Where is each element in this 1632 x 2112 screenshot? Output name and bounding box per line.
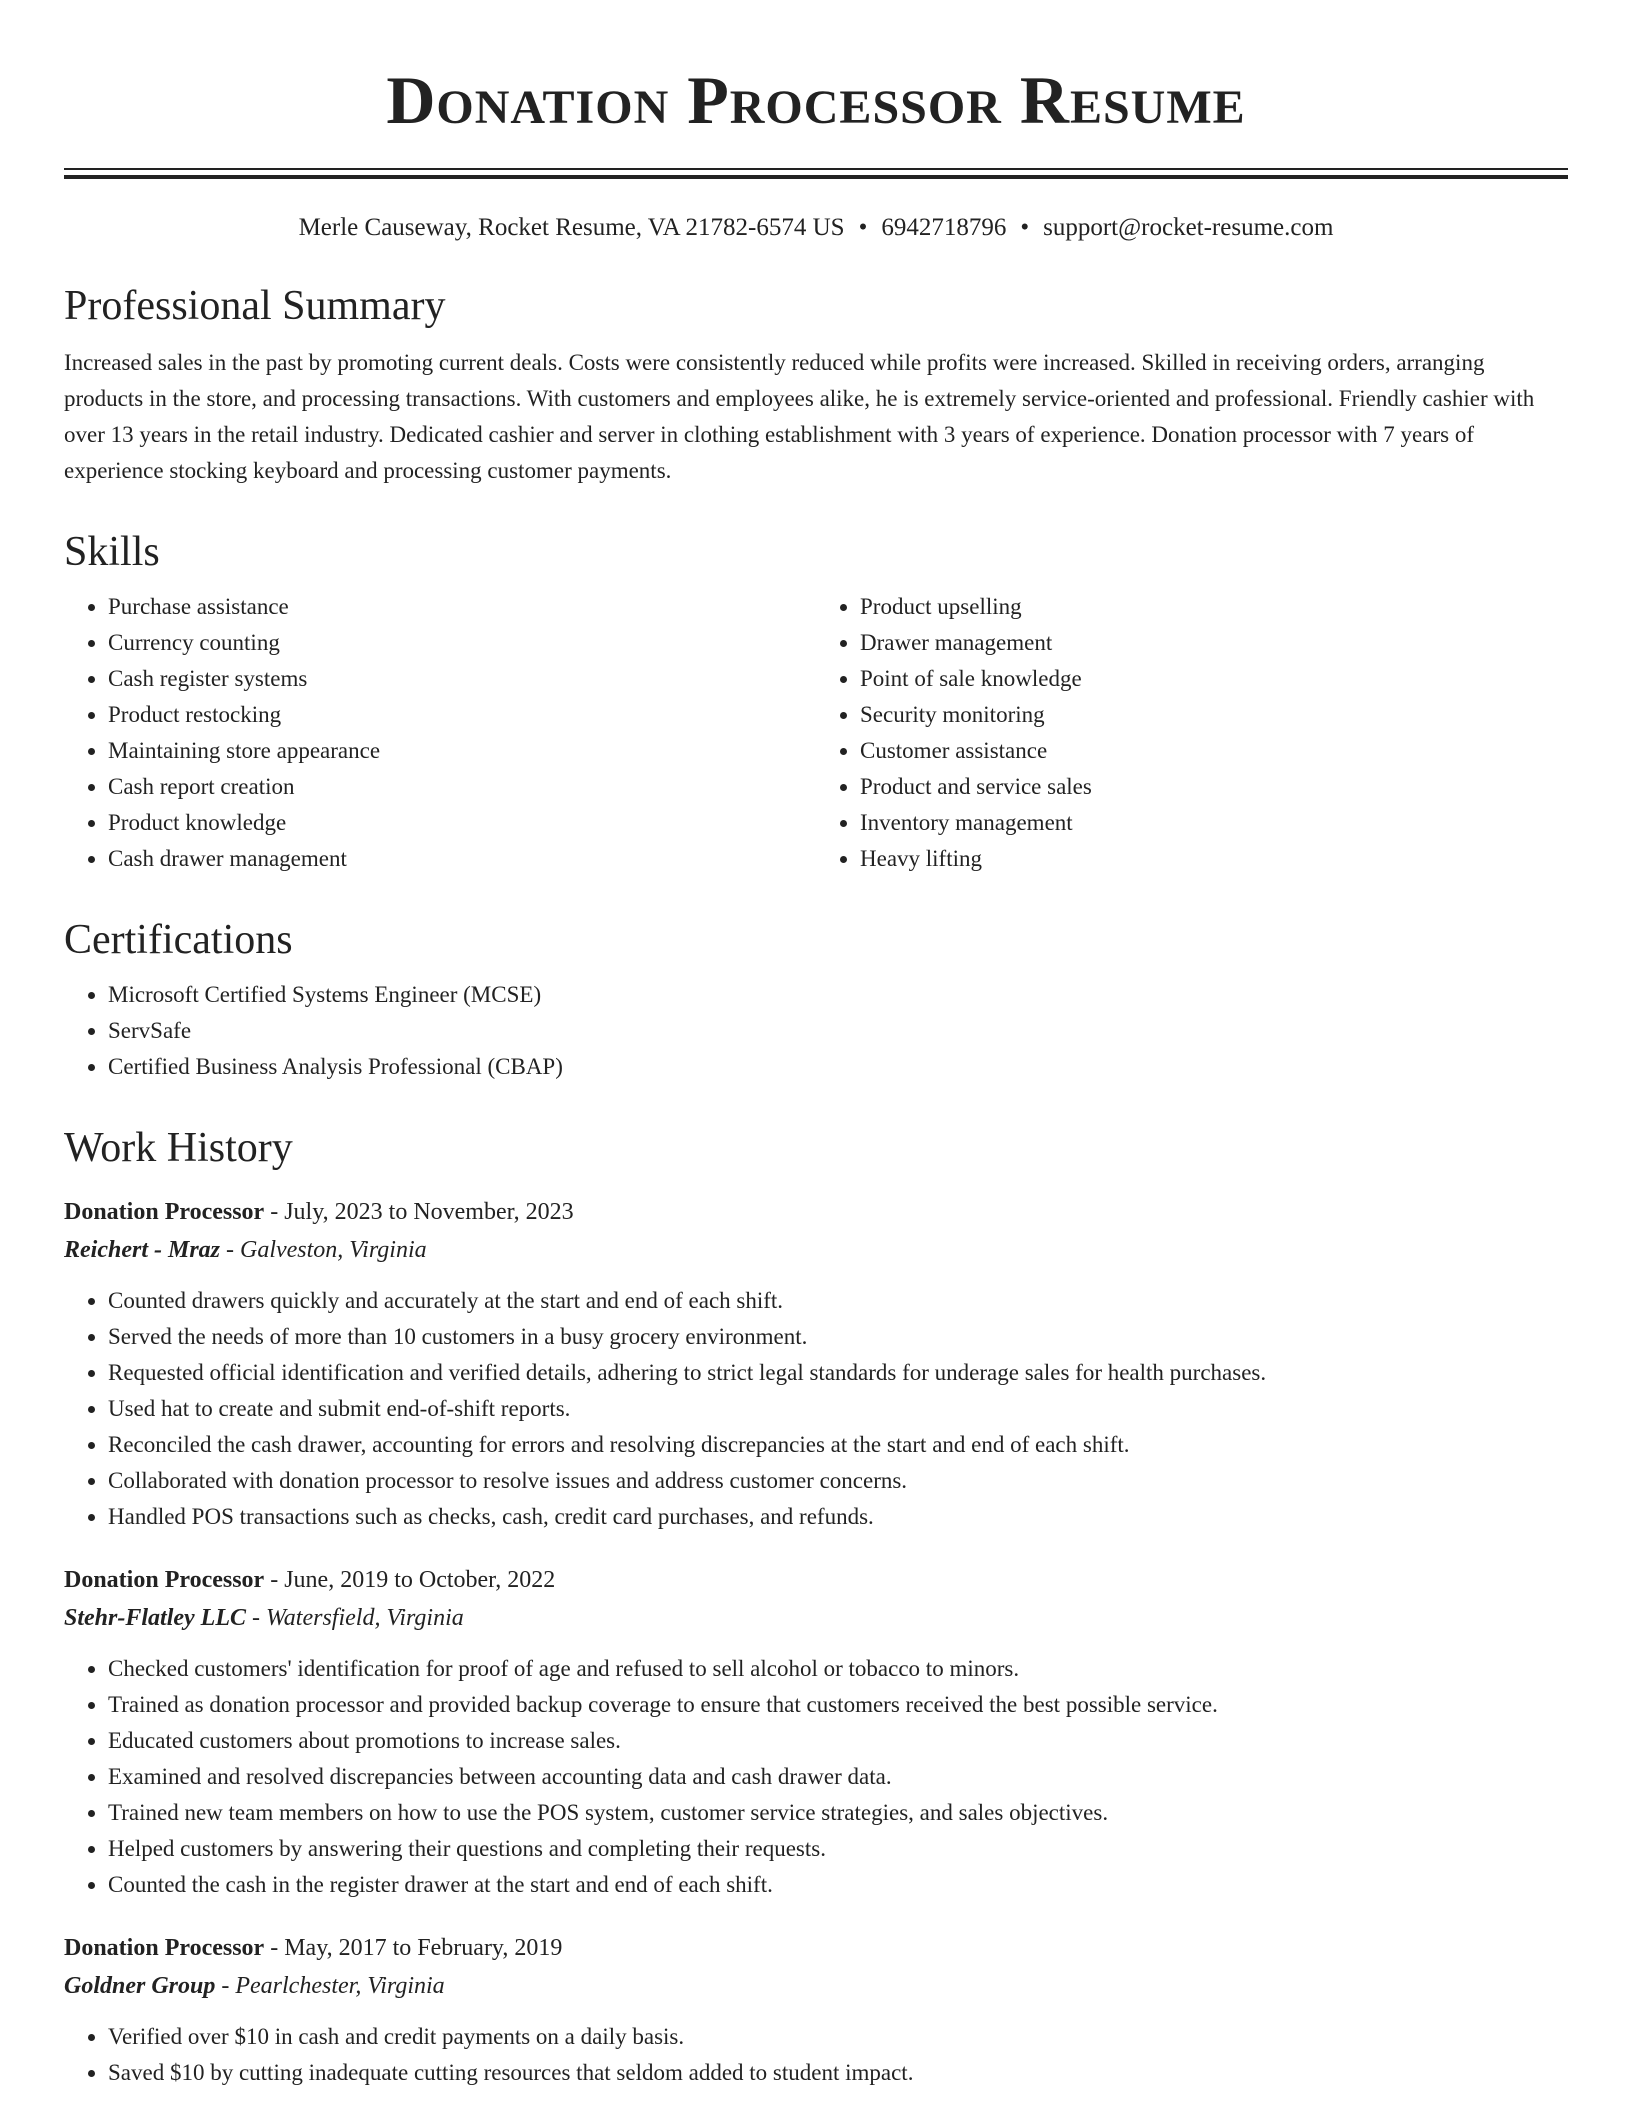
skill-item: • Heavy lifting [860,841,1568,877]
job-company: Reichert - Mraz [64,1237,220,1263]
job-company: Stehr-Flatley LLC [64,1605,246,1631]
job-company-line [64,1599,1568,1637]
job-duty: • Trained new team members on how to use the POS system, customer service strategies, and sales objectives. [108,1795,1568,1831]
job-entry [64,1561,1568,1903]
job-duty: • Trained as donation processor and provided backup coverage to ensure that customers received the best possible service. [108,1687,1568,1723]
skill-item: • Point of sale knowledge [860,661,1568,697]
job-title: Donation Processor [64,1199,265,1225]
job-duty: • Served the needs of more than 10 customers in a busy grocery environment. [108,1319,1568,1355]
job-duty: • Used hat to create and submit end-of-shift reports. [108,1391,1568,1427]
certification-item: • Microsoft Certified Systems Engineer (MCSE) [108,977,1568,1013]
title-divider-thin [64,168,1568,170]
job-duty: • Examined and resolved discrepancies between accounting data and cash drawer data. [108,1759,1568,1795]
skills-grid [64,589,1568,877]
job-duty: • Saved $10 by cutting inadequate cutting resources that seldom added to student impact. [108,2055,1568,2091]
skill-item: • Currency counting [108,625,816,661]
summary-text: Increased sales in the past by promoting current deals. Costs were consistently reduced while profits were increased. Skilled in receiving orders, arranging products in the store, and processing transactions. With customers and employees alike, he is extremely service-oriented and professional. Friendly cashier with over 13 years in the retail industry. Dedicated cashier and server in clothing establishment with 3 years of experience. Donation processor with 7 years of experience stocking keyboard and processing customer payments. [64,350,1535,483]
certifications-heading: Certifications [64,917,293,963]
job-duties [64,2019,1568,2091]
job-duty: • Handled POS transactions such as checks, cash, credit card purchases, and refunds. [108,1499,1568,1535]
job-duties [64,1651,1568,1903]
skill-item: • Product restocking [108,697,816,733]
job-duty: • Collaborated with donation processor to resolve issues and address customer concerns. [108,1463,1568,1499]
summary-heading: Professional Summary [64,283,446,329]
contact-separator: • [858,214,868,241]
job-duty: • Verified over $10 in cash and credit payments on a daily basis. [108,2019,1568,2055]
job-location: - Galveston, Virginia [220,1237,427,1263]
skills-list-right [816,589,1568,877]
title-divider-thick [64,175,1568,179]
contact-line [64,213,1568,243]
job-title: Donation Processor [64,1935,265,1961]
job-company-line [64,1231,1568,1269]
job-duty: • Requested official identification and verified details, adhering to strict legal standards for underage sales for health purchases. [108,1355,1568,1391]
work-history-heading: Work History [64,1125,293,1171]
skill-item: • Product knowledge [108,805,816,841]
job-duty: • Educated customers about promotions to increase sales. [108,1723,1568,1759]
job-dates: - June, 2019 to October, 2022 [264,1567,556,1593]
skill-item: • Customer assistance [860,733,1568,769]
job-dates: - July, 2023 to November, 2023 [264,1199,574,1225]
contact-address: Merle Causeway, Rocket Resume, VA 21782-6574 US [298,214,845,241]
job-dates: - May, 2017 to February, 2019 [264,1935,563,1961]
contact-separator: • [1020,214,1030,241]
skill-item: • Drawer management [860,625,1568,661]
skills-list-left [64,589,816,877]
contact-email: support@rocket-resume.com [1043,214,1334,241]
skill-item: • Cash drawer management [108,841,816,877]
job-company: Goldner Group [64,1973,216,1999]
skill-item: • Maintaining store appearance [108,733,816,769]
job-duty: • Counted the cash in the register drawer at the start and end of each shift. [108,1867,1568,1903]
skill-item: • Product upselling [860,589,1568,625]
job-entry [64,1929,1568,2091]
job-title-line [64,1929,1568,1967]
certification-item: • Certified Business Analysis Professional (CBAP) [108,1049,1568,1085]
job-duties [64,1283,1568,1535]
skill-item: • Security monitoring [860,697,1568,733]
skill-item: • Purchase assistance [108,589,816,625]
certifications-list [64,977,1568,1085]
job-location: - Pearlchester, Virginia [215,1973,445,1999]
job-duty: • Reconciled the cash drawer, accounting for errors and resolving discrepancies at the start and end of each shift. [108,1427,1568,1463]
skill-item: • Inventory management [860,805,1568,841]
job-entry [64,1193,1568,1535]
job-location: - Watersfield, Virginia [246,1605,464,1631]
job-title-line [64,1193,1568,1231]
job-duty: • Checked customers' identification for proof of age and refused to sell alcohol or tobacco to minors. [108,1651,1568,1687]
job-company-line [64,1967,1568,2005]
skill-item: • Cash register systems [108,661,816,697]
skill-item: • Cash report creation [108,769,816,805]
certification-item: • ServSafe [108,1013,1568,1049]
job-title: Donation Processor [64,1567,265,1593]
contact-phone: 6942718796 [881,214,1007,241]
skills-heading: Skills [64,529,160,575]
skill-item: • Product and service sales [860,769,1568,805]
job-duty: • Counted drawers quickly and accurately at the start and end of each shift. [108,1283,1568,1319]
resume-title: Donation Processor Resume [386,62,1246,138]
job-duty: • Helped customers by answering their questions and completing their requests. [108,1831,1568,1867]
job-title-line [64,1561,1568,1599]
